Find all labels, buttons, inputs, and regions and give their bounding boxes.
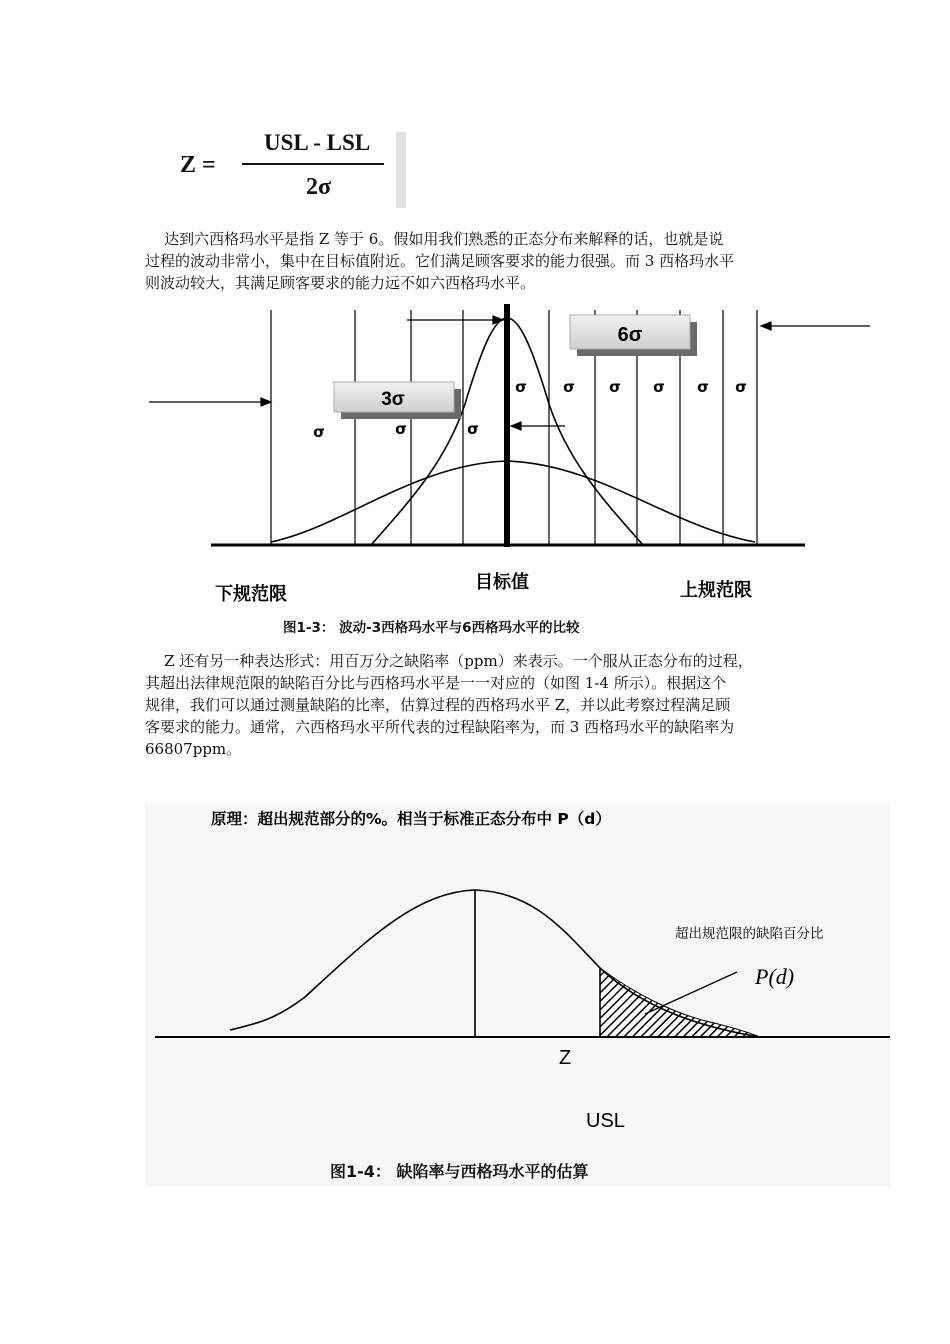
six-sigma-label-box — [570, 315, 697, 356]
figure-1-4 — [145, 802, 890, 1187]
sigma-symbol: σ — [313, 423, 325, 441]
defect-percentage-label: 超出规范限的缺陷百分比 — [675, 926, 824, 942]
principle-text: 原理：超出规范部分的%。相当于标准正态分布中 P（d） — [211, 810, 611, 828]
paragraph-line: 则波动较大，其满足顾客要求的能力远不如六西格玛水平。 — [145, 274, 536, 292]
formula-fraction-bar — [242, 163, 384, 165]
pd-label: P(d) — [755, 964, 795, 989]
figure-1-3 — [145, 304, 870, 640]
sigma-symbol: σ — [609, 378, 621, 396]
paragraph-line: 66807ppm。 — [145, 740, 242, 758]
paragraph-line: 达到六西格玛水平是指 Z 等于 6。假如用我们熟悉的正态分布来解释的话，也就是说 — [145, 230, 724, 248]
target-value-label: 目标值 — [475, 572, 529, 593]
paragraph-line: 其超出法律规范限的缺陷百分比与西格玛水平是一一对应的（如图 1-4 所示）。根据这个 — [145, 674, 727, 692]
z-axis-label: Z — [559, 1047, 572, 1069]
sigma-symbol: σ — [395, 420, 407, 438]
figure-1-4-caption: 图1-4： 缺陷率与西格玛水平的估算 — [330, 1162, 589, 1181]
formula-lhs: Z = — [180, 152, 216, 178]
figure-1-3-caption: 图1-3： 波动-3西格玛水平与6西格玛水平的比较 — [283, 620, 580, 636]
paragraph-ppm-explanation — [145, 650, 815, 760]
paragraph-line: 客要求的能力。通常，六西格玛水平所代表的过程缺陷率为，而 3 西格玛水平的缺陷率为 — [145, 718, 735, 736]
three-sigma-label-box — [334, 382, 461, 419]
six-sigma-label: 6σ — [617, 324, 643, 346]
formula-denominator: 2σ — [306, 174, 332, 200]
sigma-symbol: σ — [515, 378, 527, 396]
formula-numerator: USL - LSL — [264, 130, 371, 155]
sigma-symbol: σ — [697, 378, 709, 396]
upper-spec-limit-label: 上规范限 — [680, 580, 752, 601]
sigma-symbol: σ — [653, 378, 665, 396]
three-sigma-label: 3σ — [381, 389, 405, 410]
paragraph-line: 规律，我们可以通过测量缺陷的比率，估算过程的西格玛水平 Z，并以此考察过程满足顾 — [145, 696, 731, 714]
paragraph-line: Z 还有另一种表达形式：用百万分之缺陷率（ppm）来表示。一个服从正态分布的过程， — [145, 652, 753, 670]
paragraph-six-sigma-definition — [145, 228, 815, 294]
paragraph-line: 过程的波动非常小，集中在目标值附近。它们满足顾客要求的能力很强。而 3 西格玛水平 — [145, 252, 735, 270]
sigma-symbol: σ — [563, 378, 575, 396]
z-formula — [180, 128, 420, 212]
sigma-symbol: σ — [735, 378, 747, 396]
usl-label: USL — [586, 1110, 625, 1132]
lower-spec-limit-label: 下规范限 — [215, 584, 287, 605]
formula-image-edge — [396, 132, 406, 208]
sigma-symbol: σ — [467, 420, 479, 438]
